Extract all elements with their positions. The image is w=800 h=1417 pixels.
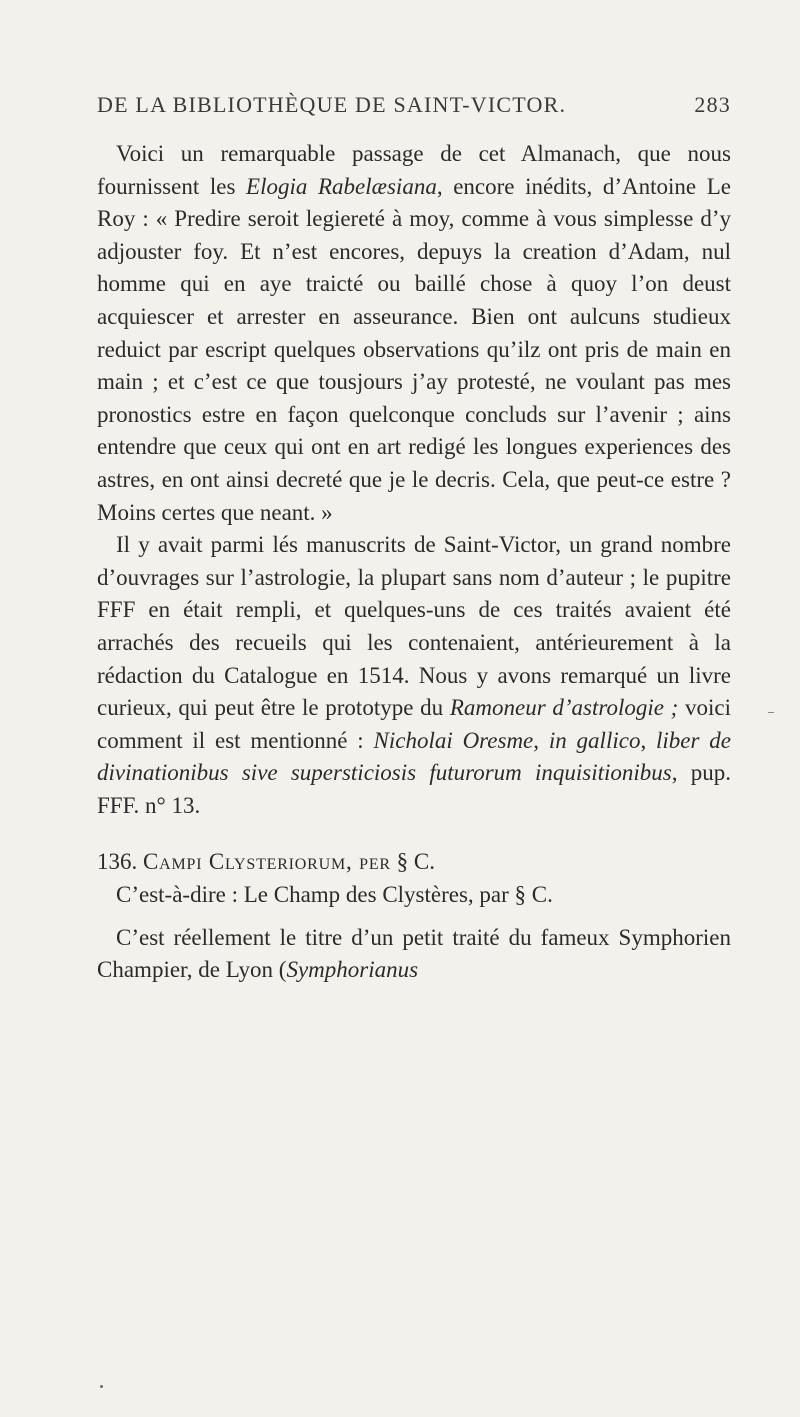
margin-mark: [768, 712, 774, 713]
entry-title: Campi Clysteriorum, per: [143, 849, 391, 875]
page-speck: [100, 1385, 103, 1388]
page-number: 283: [694, 92, 731, 117]
latin-title: liber de divinationibus sive supersticiosis futurorum inquisitionibus: [97, 727, 732, 786]
paragraph-astrologie: Il y avait parmi lés manuscrits de Saint-Victor, un grand nombre d’ouvrages sur l’astrologie, la plupart sans nom d’auteur ; le pupitre FFF en était rempli, et quelques-uns de ces traités avaient été arrachés des recueils qui les contenaient, antérieurement à la rédaction du Catalogue en 1514. Nous y avons remarqué un livre curieux, qui peut être le prototype du Ramoneur d’astrologie ; voici comment il est mentionné : Nicholai Oresme, in gallico, liber de divinationibus sive supersticiosis futurorum inquisitionibus, pup. FFF. n° 13.: [97, 532, 732, 818]
title-ramoneur: Ramoneur d’astrologie ;: [449, 695, 679, 721]
running-title: DE LA BIBLIOTHÈQUE DE SAINT-VICTOR.: [97, 92, 567, 117]
paragraph-champier: C’est réellement le titre d’un petit traité du fameux Symphorien Champier, de Lyon (Symphorianus: [97, 924, 731, 983]
entry-translation: C’est-à-dire : Le Champ des Clystères, par § C.: [116, 882, 553, 908]
page-body: [97, 138, 731, 987]
title-elogia: Elogia Rabelæsiana: [246, 173, 437, 199]
paragraph-almanach: Voici un remarquable passage de cet Almanach, que nous fournissent les Elogia Rabelæsiana, encore inédits, d’Antoine Le Roy : « Predire seroit legiereté à moy, comme à vous simplesse d’y adjouster foy. Et n’est encores, depuys la creation d’Adam, nul homme qui en aye traicté ou baillé chose à quoy l’on deust acquiescer et arrester en asseurance. Bien ont aulcuns studieux reduict par escript quelques observations qu’ilz ont pris de main en main ; et c’est ce que tousjours j’ay protesté, ne voulant pas mes pronostics estre en façon quelconque concluds sur l’avenir ; ains entendre que ceux qui ont en art redigé les longues experiences des astres, en ont ainsi decreté que je le decris. Cela, que peut-ce estre ? Moins certes que neant. »: [97, 141, 731, 525]
entry-number: 136.: [97, 849, 143, 875]
latin-name: Symphorianus: [286, 957, 419, 983]
author-oresme: Nicholai Oresme: [373, 727, 534, 753]
catalogue-entry: 136. Campi Clysteriorum, per § C.: [97, 849, 435, 875]
